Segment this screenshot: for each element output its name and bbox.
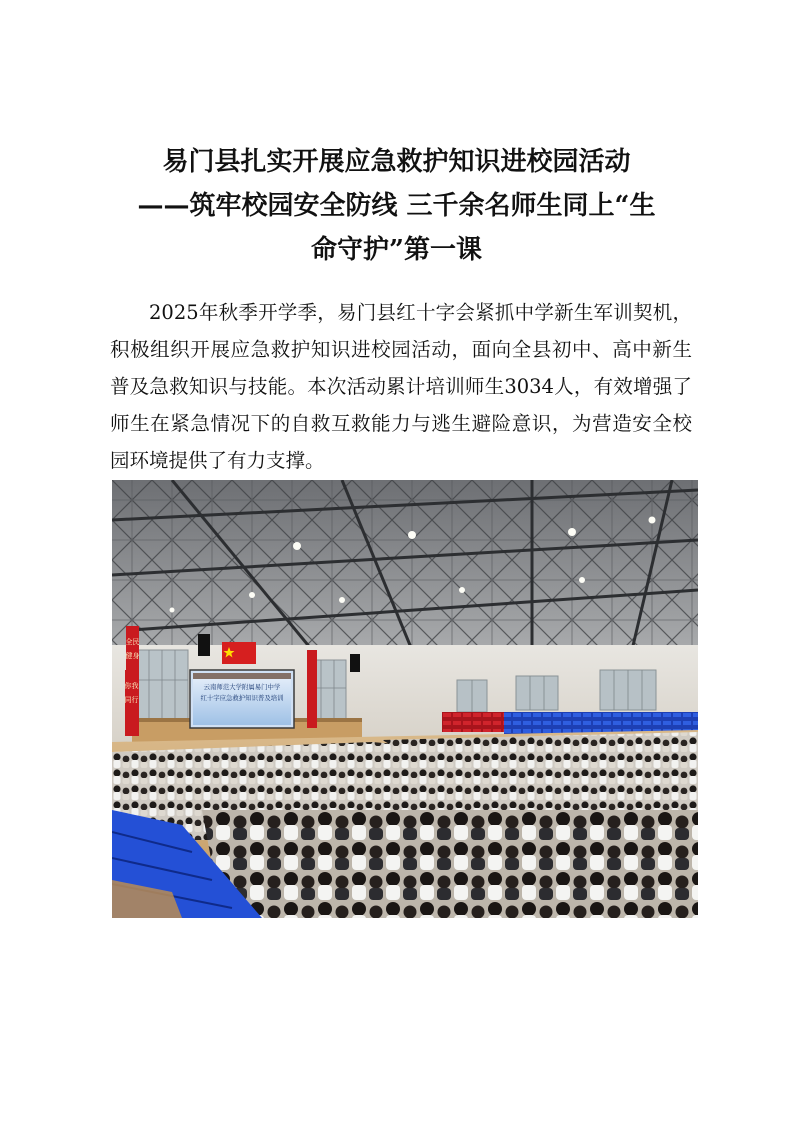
red-bleachers [442, 712, 504, 732]
screen-line-2: 红十字应急救护知识普及培训 [200, 694, 284, 702]
speaker-left [198, 634, 210, 656]
screen-line-1: 云南师范大学附属易门中学 [203, 683, 281, 691]
crowd-near [202, 810, 698, 918]
red-banner-center [307, 650, 317, 728]
banner-left-top: 全民 [125, 638, 140, 646]
gymnasium-training-photo [112, 480, 698, 918]
article-title [100, 140, 693, 272]
banner-left-mid: 健身 [125, 652, 140, 660]
title-line-1: 易门县扎实开展应急救护知识进校园活动 [162, 147, 631, 177]
article-paragraph: 2025年秋季开学季，易门县红十字会紧抓中学新生军训契机，积极组织开展应急救护知识进校园活动，面向全县初中、高中新生普及急救知识与技能。本次活动累计培训师生3034人，有效增强了师生在紧急情况下的自救互救能力与逃生避险意识，为营造安全校园环境提供了有力支撑。 [110, 301, 692, 472]
photo-illustration [112, 480, 698, 918]
title-line-3: 命守护”第一课 [311, 235, 482, 265]
speaker-right [350, 654, 360, 672]
banner-right-top: 你我 [124, 682, 139, 690]
banner-right-mid: 同行 [124, 696, 139, 704]
title-line-2: ——筑牢校园安全防线 三千余名师生同上“生 [137, 191, 656, 221]
